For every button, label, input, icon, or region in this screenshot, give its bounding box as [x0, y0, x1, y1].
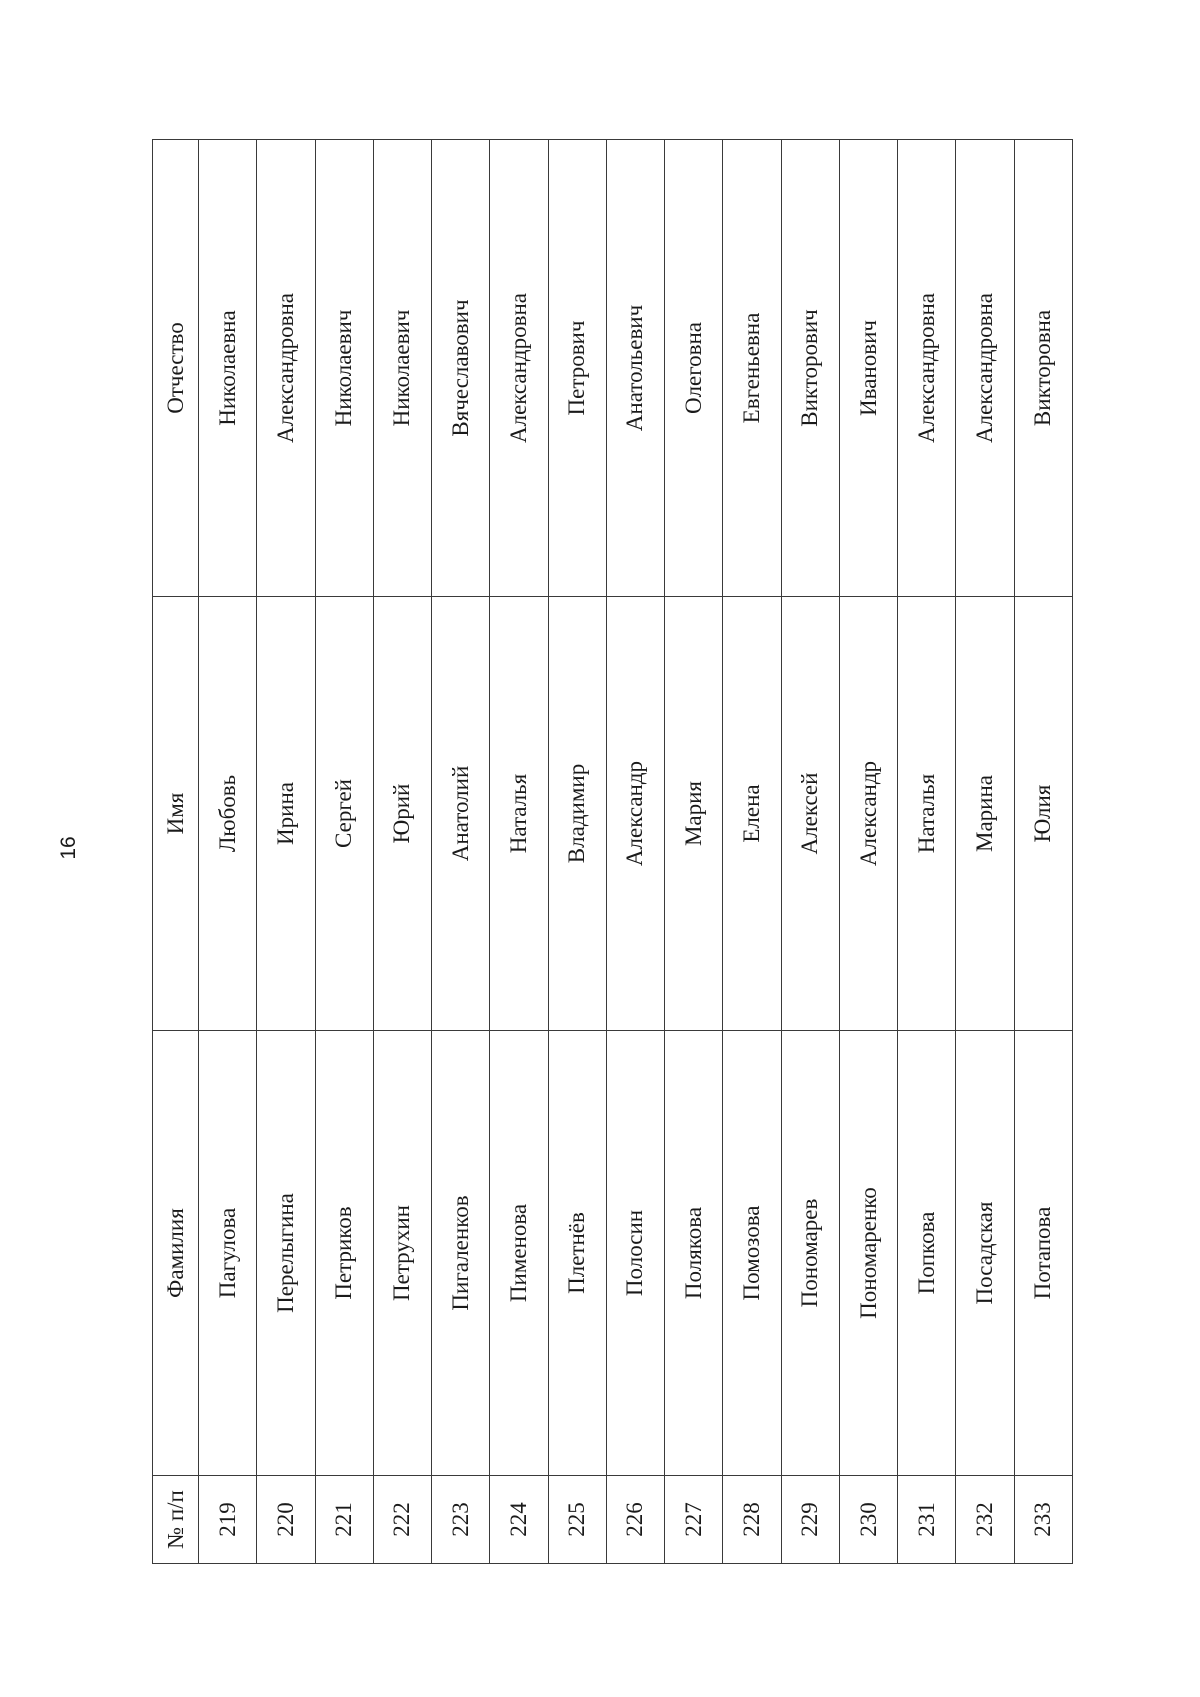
- table-row: [257, 140, 315, 1564]
- patronymic-cell: Викторовна: [1014, 140, 1072, 597]
- first-name-cell: Юлия: [1014, 597, 1072, 1031]
- row-number-cell: 228: [723, 1476, 781, 1564]
- row-number-cell: 233: [1014, 1476, 1072, 1564]
- patronymic-cell: Петрович: [548, 140, 606, 597]
- first-name-cell: Марина: [956, 597, 1014, 1031]
- row-number-cell: 224: [490, 1476, 548, 1564]
- first-name-cell: Александр: [839, 597, 897, 1031]
- table-row: [606, 140, 664, 1564]
- row-number-cell: 231: [898, 1476, 956, 1564]
- first-name-cell: Наталья: [490, 597, 548, 1031]
- patronymic-cell: Александровна: [490, 140, 548, 597]
- last-name-cell: Пономаренко: [839, 1031, 897, 1476]
- row-number-cell: 226: [606, 1476, 664, 1564]
- patronymic-cell: Николаевна: [199, 140, 257, 597]
- first-name-cell: Юрий: [373, 597, 431, 1031]
- table-row: [548, 140, 606, 1564]
- row-number-cell: 219: [199, 1476, 257, 1564]
- table-row: [432, 140, 490, 1564]
- table-row: [315, 140, 373, 1564]
- last-name-cell: Пименова: [490, 1031, 548, 1476]
- first-name-cell: Александр: [606, 597, 664, 1031]
- last-name-cell: Попкова: [898, 1031, 956, 1476]
- last-name-cell: Посадская: [956, 1031, 1014, 1476]
- first-name-cell: Любовь: [199, 597, 257, 1031]
- rotated-table-frame: [152, 140, 1073, 1564]
- table-container: [152, 140, 1073, 1564]
- last-name-cell: Петрухин: [373, 1031, 431, 1476]
- first-name-cell: Владимир: [548, 597, 606, 1031]
- last-name-cell: Помозова: [723, 1031, 781, 1476]
- table-row: [1014, 140, 1072, 1564]
- patronymic-cell: Олеговна: [665, 140, 723, 597]
- first-name-cell: Алексей: [781, 597, 839, 1031]
- row-number-cell: 221: [315, 1476, 373, 1564]
- patronymic-cell: Николаевич: [315, 140, 373, 597]
- patronymic-cell: Александровна: [257, 140, 315, 597]
- first-name-cell: Ирина: [257, 597, 315, 1031]
- table-row: [490, 140, 548, 1564]
- table-row: [956, 140, 1014, 1564]
- last-name-cell: Полякова: [665, 1031, 723, 1476]
- last-name-cell: Пигаленков: [432, 1031, 490, 1476]
- patronymic-cell: Евгеньевна: [723, 140, 781, 597]
- last-name-cell: Перелыгина: [257, 1031, 315, 1476]
- row-number-cell: 229: [781, 1476, 839, 1564]
- row-number-cell: 223: [432, 1476, 490, 1564]
- header-patronymic: Отчество: [153, 140, 199, 597]
- row-number-cell: 230: [839, 1476, 897, 1564]
- first-name-cell: Елена: [723, 597, 781, 1031]
- last-name-cell: Потапова: [1014, 1031, 1072, 1476]
- table-row: [373, 140, 431, 1564]
- first-name-cell: Наталья: [898, 597, 956, 1031]
- last-name-cell: Плетнёв: [548, 1031, 606, 1476]
- row-number-cell: 220: [257, 1476, 315, 1564]
- patronymic-cell: Александровна: [898, 140, 956, 597]
- table-row: [781, 140, 839, 1564]
- table-row: [199, 140, 257, 1564]
- first-name-cell: Сергей: [315, 597, 373, 1031]
- table-header-row: [153, 140, 199, 1564]
- patronymic-cell: Александровна: [956, 140, 1014, 597]
- people-table: [152, 139, 1073, 1564]
- patronymic-cell: Анатольевич: [606, 140, 664, 597]
- patronymic-cell: Николаевич: [373, 140, 431, 597]
- first-name-cell: Анатолий: [432, 597, 490, 1031]
- last-name-cell: Петриков: [315, 1031, 373, 1476]
- row-number-cell: 222: [373, 1476, 431, 1564]
- header-last-name: Фамилия: [153, 1031, 199, 1476]
- table-row: [723, 140, 781, 1564]
- table-row: [839, 140, 897, 1564]
- patronymic-cell: Вячеславович: [432, 140, 490, 597]
- row-number-cell: 232: [956, 1476, 1014, 1564]
- header-row-number: № п/п: [153, 1476, 199, 1564]
- last-name-cell: Полосин: [606, 1031, 664, 1476]
- table-row: [898, 140, 956, 1564]
- patronymic-cell: Иванович: [839, 140, 897, 597]
- row-number-cell: 227: [665, 1476, 723, 1564]
- first-name-cell: Мария: [665, 597, 723, 1031]
- header-first-name: Имя: [153, 597, 199, 1031]
- row-number-cell: 225: [548, 1476, 606, 1564]
- patronymic-cell: Викторович: [781, 140, 839, 597]
- table-row: [665, 140, 723, 1564]
- page-number: 16: [57, 836, 80, 860]
- last-name-cell: Пагулова: [199, 1031, 257, 1476]
- last-name-cell: Пономарев: [781, 1031, 839, 1476]
